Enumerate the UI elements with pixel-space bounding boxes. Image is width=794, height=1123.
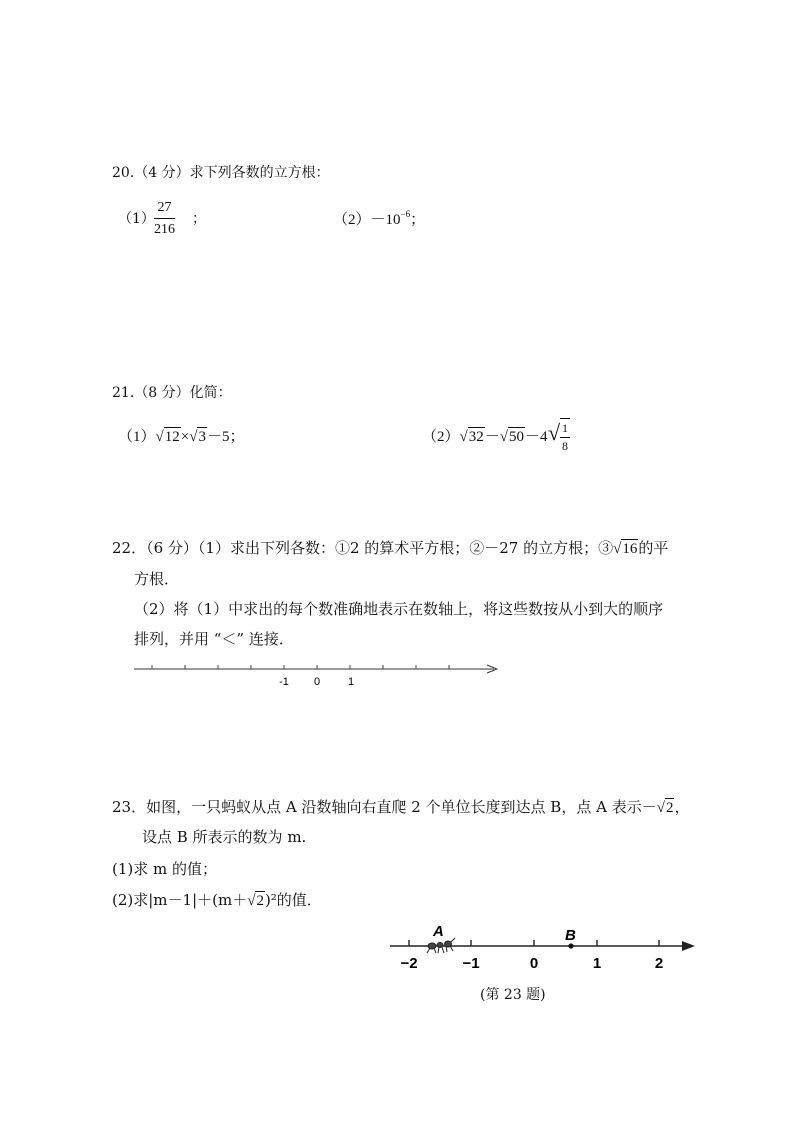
q23-tick-label: −1	[462, 955, 480, 972]
q23-line4-after: )²的值．	[264, 891, 322, 909]
q23-line1-radicand: 2	[665, 800, 674, 816]
q23-line2: 设点 B 所表示的数为 m.	[142, 828, 307, 846]
q21-part2: （2）√32－√50－4	[422, 429, 548, 445]
q21-part1-rest: －5；	[206, 429, 245, 445]
q22-tick-label: 0	[313, 676, 321, 688]
q23-tick-label: 2	[654, 955, 664, 972]
q20-part1-label: （1）	[118, 211, 155, 227]
q22-line1-text: 22．（6 分）（1）求出下列各数：①2 的算术平方根；②－27 的立方根；③	[112, 539, 614, 557]
q22-line4: 排列，并用 “＜” 连接．	[134, 630, 294, 648]
q22-line1-after: 的平	[638, 539, 669, 557]
q23-tick-label: 0	[529, 955, 539, 972]
q21-part1-radicand-a: 12	[164, 429, 180, 445]
q23-tick-label: 1	[592, 955, 602, 972]
q23-line3: (1)求 m 的值；	[112, 860, 218, 878]
q20-part2-end: ；	[410, 212, 426, 228]
q21-part1-times: ×	[180, 429, 190, 445]
q23-line1-text: 23．如图，一只蚂蚁从点 A 沿数轴向右直爬 2 个单位长度到达点 B，点 A 表示－	[112, 798, 657, 816]
q23-number-line	[390, 923, 695, 972]
q23-line4: (2)求|m－1|＋(m＋√2)²的值．	[112, 891, 322, 909]
q20-title: 20.（4 分）求下列各数的立方根：	[112, 165, 330, 181]
q20-part1-end: ；	[192, 211, 206, 227]
q23-point-b-dot	[568, 943, 573, 948]
q21-part1: （1）√12×√3－5；	[118, 429, 245, 445]
q22-line1: 22．（6 分）（1）求出下列各数：①2 的算术平方根；②－27 的立方根；③√16的平	[112, 539, 669, 557]
q22-line1-radicand: 16	[622, 541, 638, 557]
q21-part2-big-radical: √	[548, 420, 561, 445]
q22-line3: （2）将（1）中求出的每个数准确地表示在数轴上，将这些数按从小到大的顺序	[134, 600, 664, 618]
q20-part2-exponent: −6	[400, 209, 411, 219]
q23-line4-text: (2)求|m－1|＋(m＋	[112, 891, 248, 909]
q21-part1-label: （1）	[118, 429, 156, 445]
q21-part1-radicand-b: 3	[198, 429, 206, 445]
q22-line2: 方根．	[134, 570, 180, 588]
q23-tick-label: −2	[400, 955, 418, 972]
q23-line4-radicand: 2	[256, 893, 264, 909]
q23-line1: 23．如图，一只蚂蚁从点 A 沿数轴向右直爬 2 个单位长度到达点 B，点 A 表示－√2，	[112, 798, 690, 816]
q23-line1-end: ，	[674, 798, 690, 816]
q23-point-b-label: B	[565, 927, 576, 944]
q21-part2-radicand-b: 50	[509, 429, 524, 445]
q22-number-line	[134, 665, 497, 688]
q20-part1-numerator: 27	[154, 200, 175, 219]
q22-tick-label: -1	[279, 676, 289, 688]
q22-tick-label: 1	[347, 676, 355, 688]
q20-part2-label: （2）	[333, 212, 371, 228]
q20-part1-denominator: 216	[154, 222, 175, 237]
q21-part2-numerator: 1	[560, 421, 570, 438]
q21-part2-label: （2）	[422, 429, 460, 445]
q20-part2-base: －10	[370, 212, 401, 228]
ant-icon	[427, 938, 455, 953]
q21-part2-coef: －4	[525, 429, 548, 445]
q21-part2-denominator: 8	[562, 439, 568, 453]
q23-axis-arrow-icon	[682, 941, 695, 951]
q23-caption: (第 23 题)	[480, 987, 546, 1003]
q21-part2-radicand-a: 32	[468, 429, 484, 445]
q21-part2-minus: －	[484, 429, 500, 445]
q23-point-a-label: A	[433, 923, 444, 940]
q21-title: 21.（8 分）化简：	[112, 385, 232, 401]
